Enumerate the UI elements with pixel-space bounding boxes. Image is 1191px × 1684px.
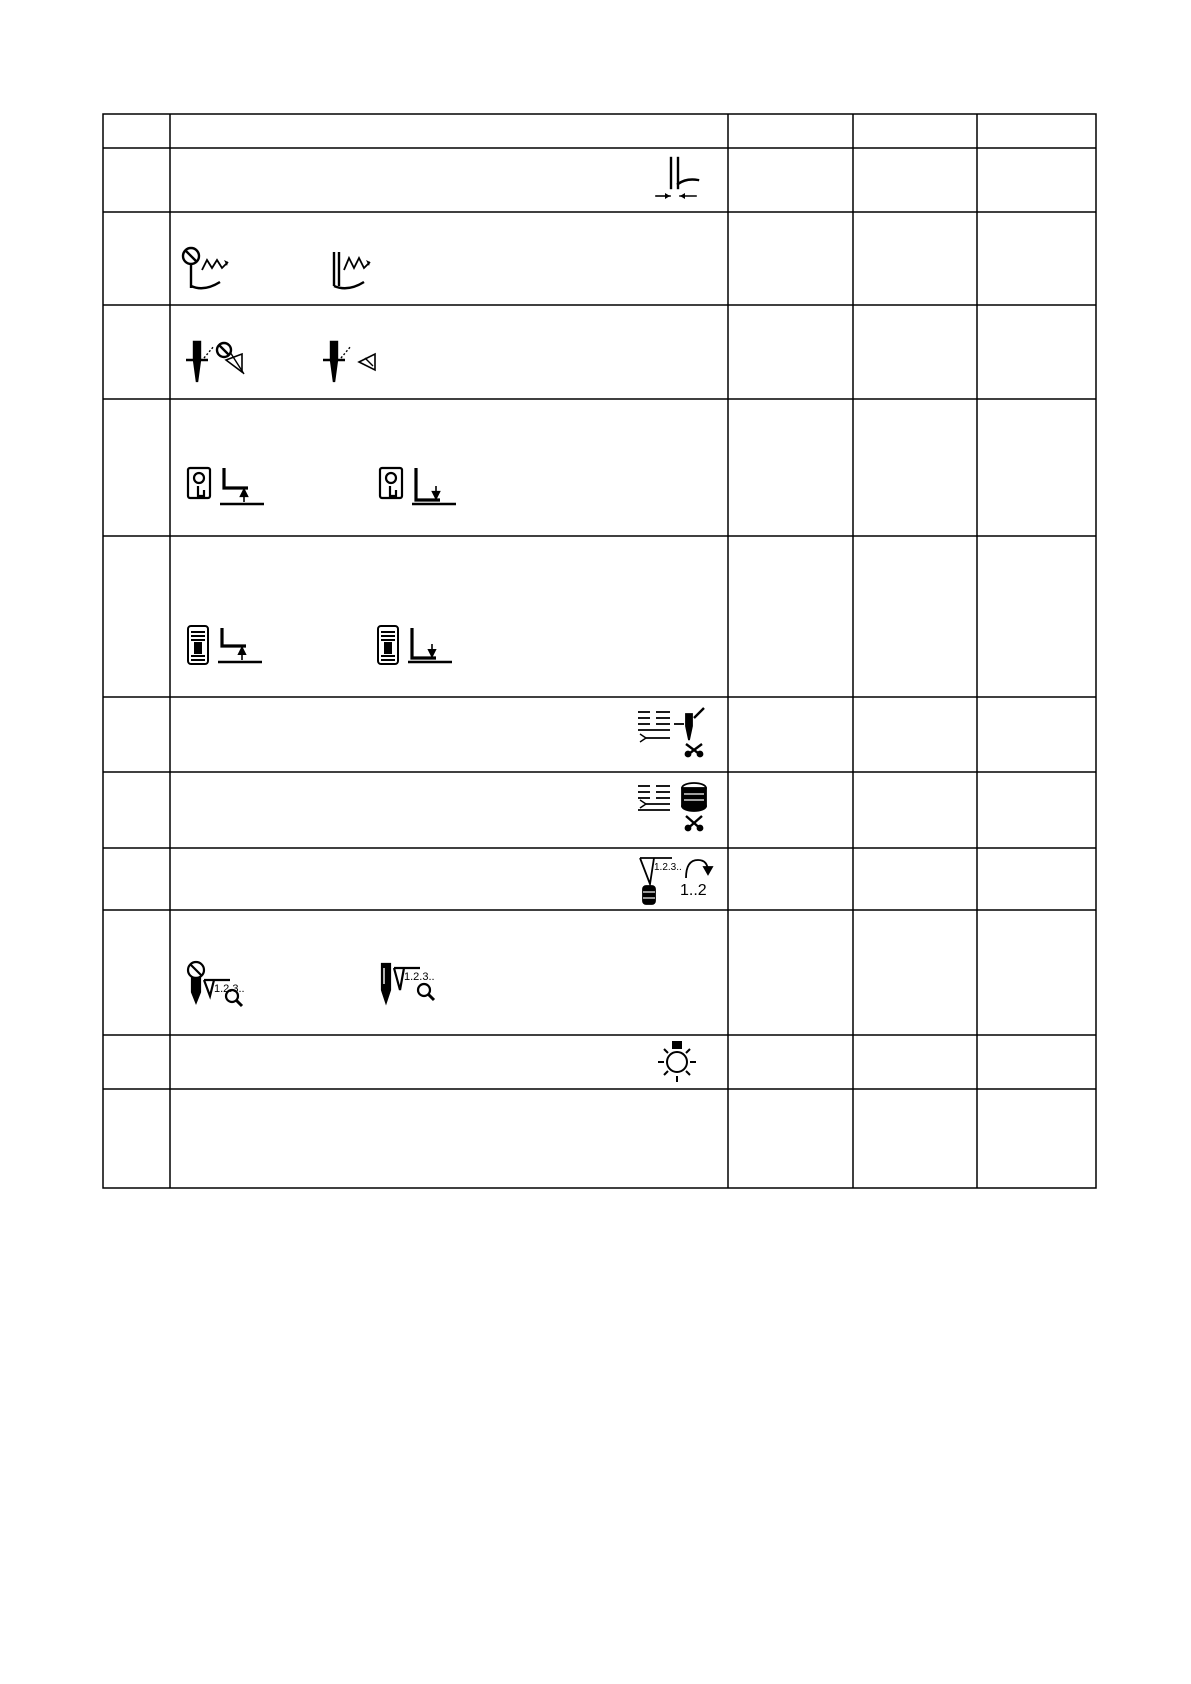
step-sequence-repeat-icon bbox=[638, 856, 714, 906]
lamp-icon bbox=[654, 1040, 700, 1084]
counter-thread-trim-icon bbox=[636, 708, 712, 758]
review-steps-label-a: 1.2.3.. bbox=[214, 983, 245, 995]
knee-switch-presser-down-icon bbox=[376, 624, 456, 668]
needle-sensor-icon bbox=[323, 338, 389, 386]
panel-touch-presser-down-icon bbox=[378, 466, 458, 508]
sequence-repeat-label: 1..2 bbox=[680, 882, 707, 899]
presser-offset-icon bbox=[654, 156, 700, 206]
needle-swing-disabled-icon bbox=[180, 246, 236, 292]
needle-swing-icon bbox=[328, 246, 378, 292]
needle-sensor-disabled-icon bbox=[186, 338, 252, 386]
stitch-review-icon bbox=[376, 960, 456, 1008]
panel-touch-presser-up-icon bbox=[186, 466, 266, 508]
bobbin-counter-trim-icon bbox=[636, 782, 712, 834]
sequence-steps-label: 1.2.3.. bbox=[654, 862, 682, 873]
stitch-review-disabled-icon bbox=[186, 960, 266, 1008]
review-steps-label-b: 1.2.3.. bbox=[404, 971, 435, 983]
knee-switch-presser-up-icon bbox=[186, 624, 266, 668]
